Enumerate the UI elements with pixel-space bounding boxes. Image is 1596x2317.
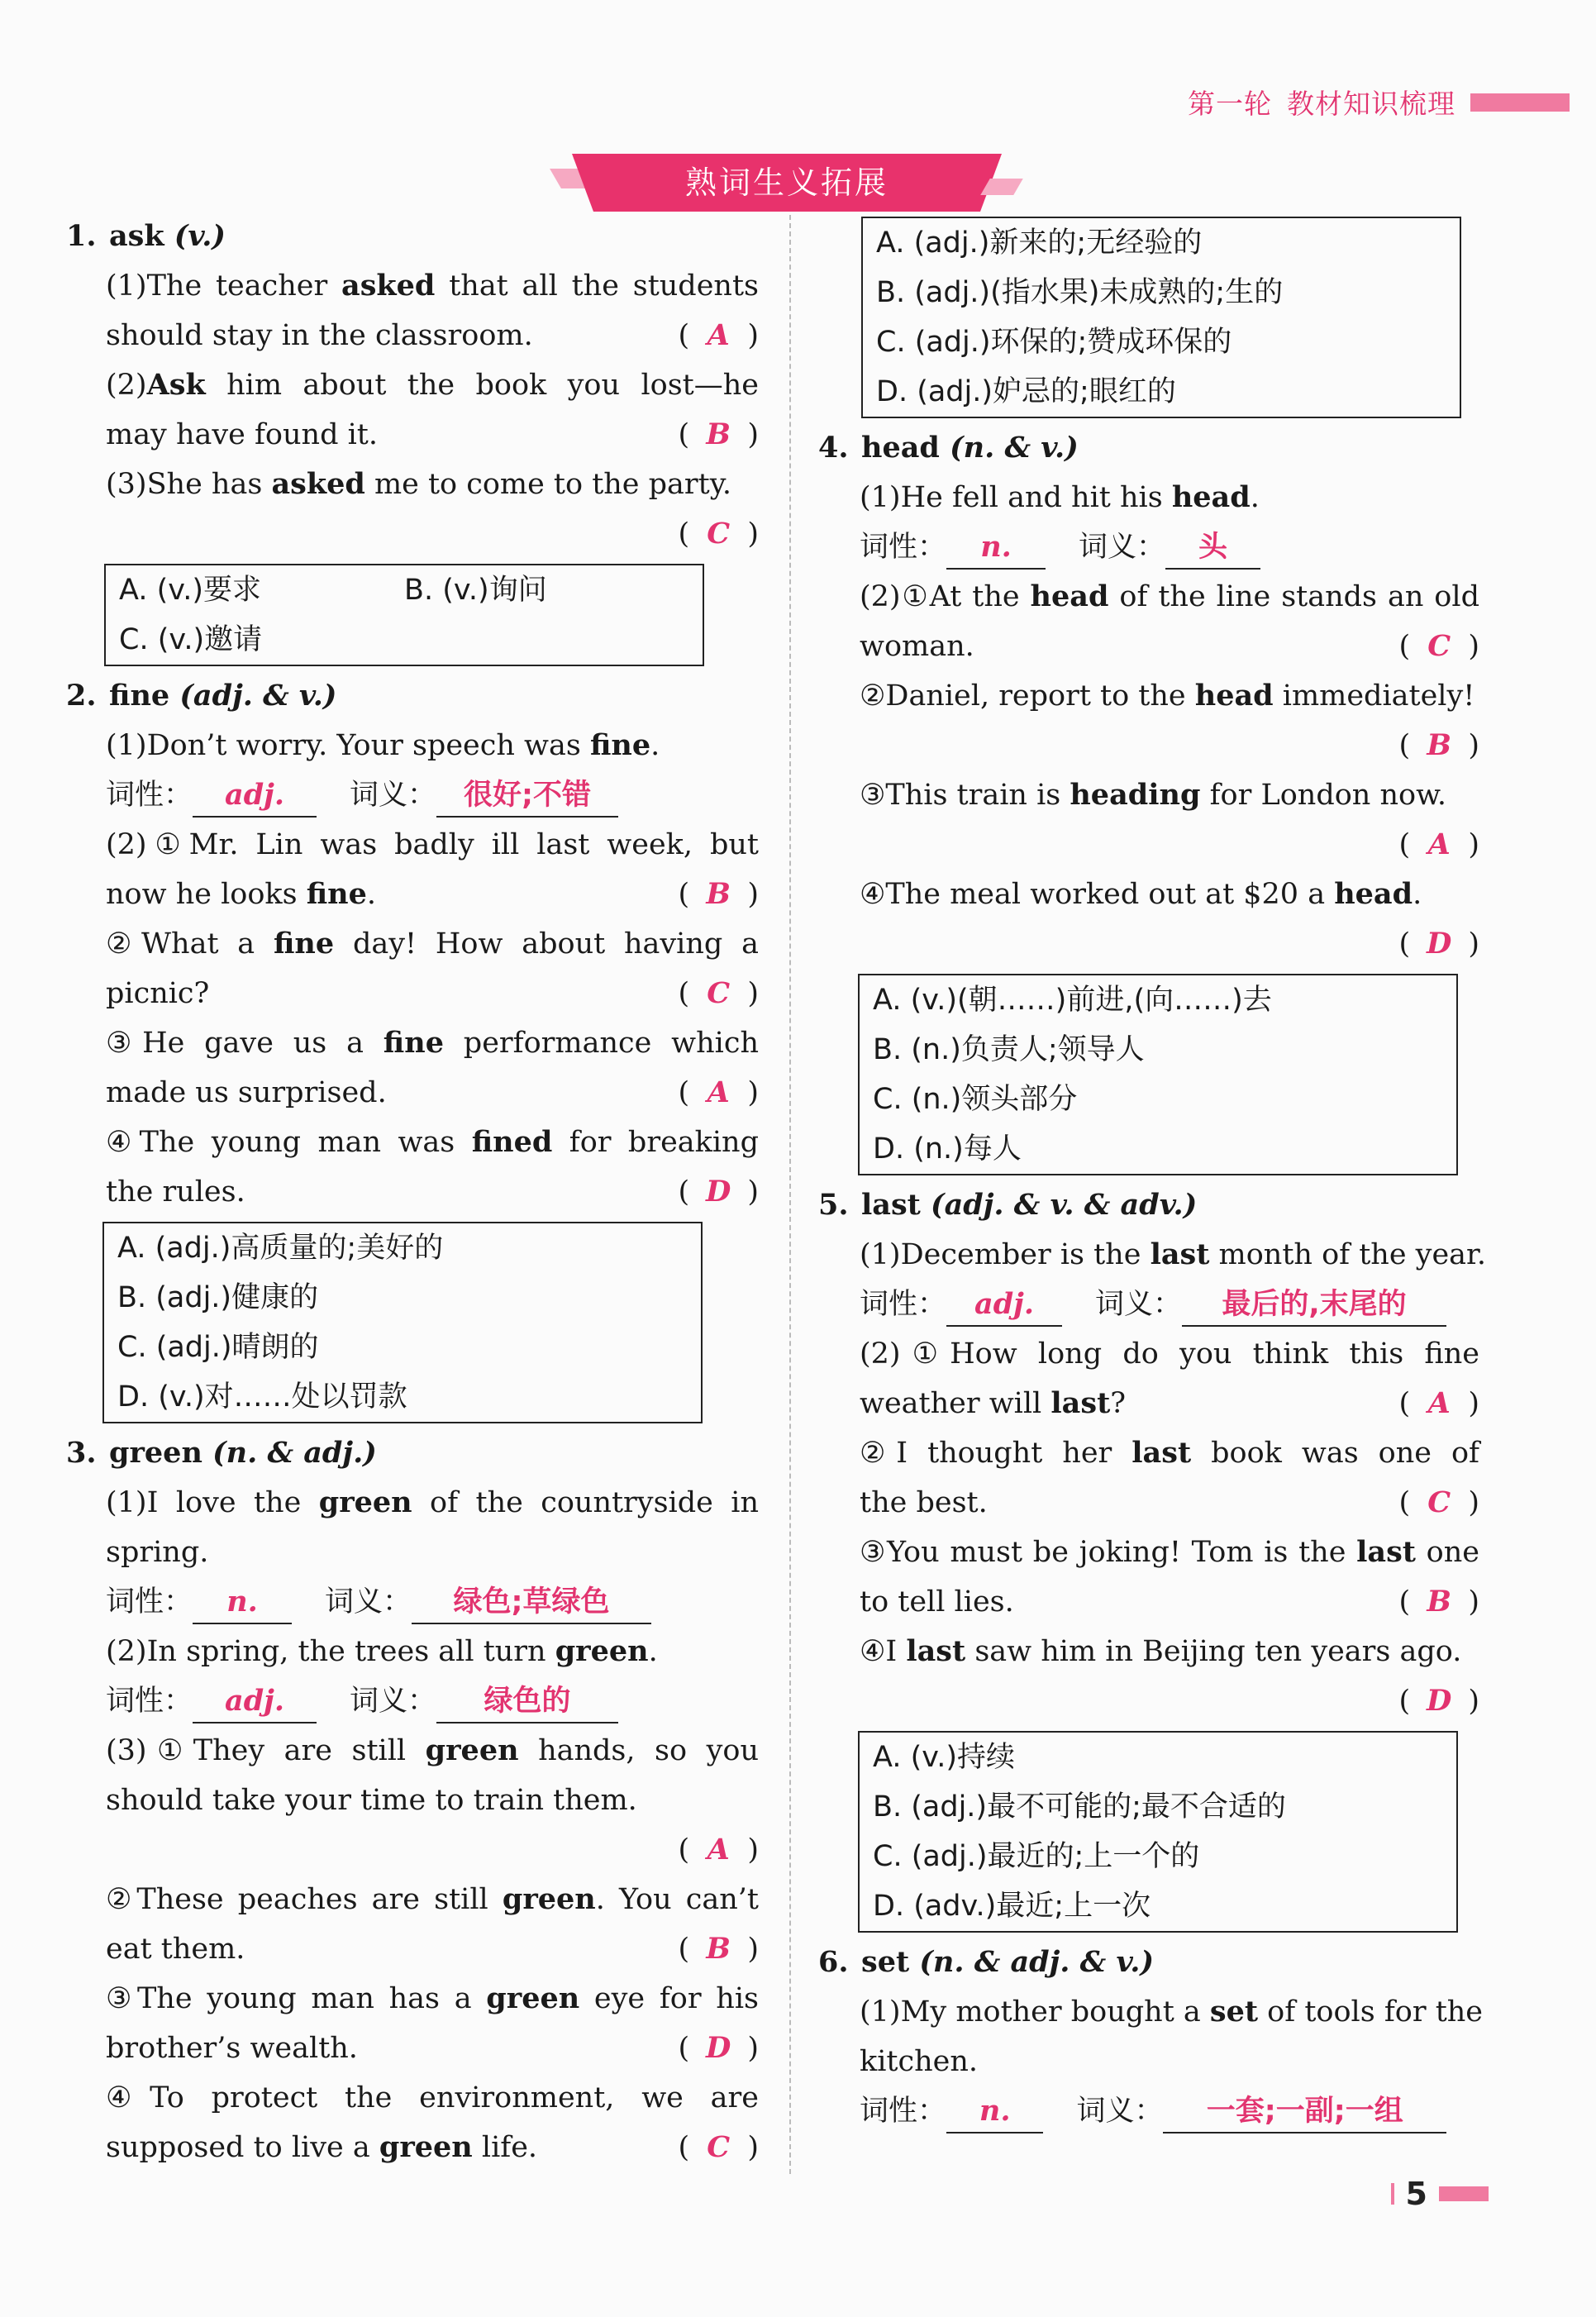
q3-sentence-5: ③The young man has a green eye for his — [106, 1981, 759, 2015]
q5-sentence-3: ②I thought her last book was one of — [860, 1436, 1479, 1470]
meaning-answer: 绿色;草绿色 — [412, 1581, 651, 1624]
answer: D — [1427, 927, 1452, 961]
q2-sentence-2: (2)①Mr. Lin was badly ill last week, but — [106, 828, 759, 861]
option-b: B. (v.)询问 — [404, 574, 547, 607]
q6-sentence-1-end: kitchen. — [860, 2045, 978, 2078]
option-d: D. (n.)每人 — [873, 1132, 1022, 1166]
option-a: A. (adj.)新来的;无经验的 — [876, 226, 1203, 260]
q2-sentence-5-end: the rules. ( D ) — [106, 1167, 759, 1217]
q5-sentence-5: ④I last saw him in Beijing ten years ago. — [860, 1634, 1462, 1668]
q4-sentence-4: ③This train is heading for London now. — [860, 778, 1447, 812]
question-6-title: 6. set (n. & adj. & v.) — [818, 1945, 1155, 1979]
q5-sentence-4-end: to tell lies. ( B ) — [818, 1577, 1479, 1627]
q3-fill-row-1: 词性： n. 词义： 绿色;草绿色 — [106, 1577, 759, 1627]
q6-fill-row: 词性： n. 词义： 一套;一副;一组 — [818, 2086, 1479, 2136]
q5-sentence-4: ③You must be joking! Tom is the last one — [860, 1535, 1479, 1569]
option-c: C. (adj.)晴朗的 — [117, 1331, 319, 1364]
q4-sentence-3-answer: ( B ) — [818, 721, 1479, 770]
option-a: A. (adj.)高质量的;美好的 — [117, 1232, 444, 1265]
q4-sentence-3: ②Daniel, report to the head immediately! — [860, 679, 1475, 713]
question-3-title: 3. green (n. & adj.) — [66, 1436, 377, 1470]
answer: B — [706, 417, 731, 451]
answer: D — [706, 2031, 731, 2065]
answer: C — [707, 976, 731, 1010]
q5-options-box — [858, 1731, 1458, 1933]
q2-sentence-2-end: now he looks fine. ( B ) — [106, 870, 759, 919]
answer: C — [707, 517, 731, 551]
answer: D — [706, 1175, 731, 1209]
q6-sentence-1: (1)My mother bought a set of tools for the — [860, 1995, 1484, 2029]
q3-sentence-3-end: should take your time to train them. — [106, 1784, 637, 1817]
option-c: C. (v.)邀请 — [119, 623, 263, 656]
q5-fill-row: 词性： adj. 词义： 最后的,末尾的 — [818, 1280, 1479, 1329]
q4-sentence-1: (1)He fell and hit his head. — [860, 480, 1260, 514]
question-5-title: 5. last (adj. & v. & adv.) — [818, 1188, 1198, 1222]
q1-sentence-1: (1)The teacher asked that all the students — [106, 269, 759, 303]
banner-title: 熟词生义拓展 — [684, 164, 889, 201]
pos-answer: adj. — [193, 775, 317, 818]
meaning-answer: 绿色的 — [436, 1681, 618, 1723]
q2-sentence-3-end: picnic? ( C ) — [106, 969, 759, 1018]
q1-sentence-3: (3)She has asked me to come to the party. — [106, 467, 731, 501]
answer: A — [707, 318, 730, 352]
q1-sentence-2-end: may have found it. ( B ) — [106, 410, 759, 460]
pos-answer: n. — [946, 2091, 1043, 2133]
meaning-answer: 头 — [1165, 527, 1260, 570]
question-2-title: 2. fine (adj. & v.) — [66, 679, 337, 713]
q4-options-box — [858, 974, 1458, 1175]
q5-sentence-1: (1)December is the last month of the year. — [860, 1237, 1487, 1271]
answer: B — [706, 877, 731, 911]
option-a: A. (v.)要求 — [119, 574, 262, 607]
q3-sentence-1-end: spring. — [106, 1536, 209, 1569]
q1-options-box — [104, 564, 704, 666]
q5-sentence-5-answer: ( D ) — [818, 1676, 1479, 1726]
q3-fill-row-2: 词性： adj. 词义： 绿色的 — [106, 1676, 759, 1726]
q3-sentence-6: ④To protect the environment, we are — [106, 2081, 759, 2114]
pos-answer: adj. — [946, 1284, 1062, 1327]
pos-answer: adj. — [193, 1681, 317, 1723]
q3-sentence-2: (2)In spring, the trees all turn green. — [106, 1634, 658, 1668]
answer: B — [1427, 1585, 1452, 1619]
page-header — [1188, 83, 1570, 122]
q1-sentence-1-end: should stay in the classroom. ( A ) — [106, 311, 759, 360]
q3-sentence-1: (1)I love the green of the countryside in — [106, 1485, 759, 1519]
q2-sentence-4-end: made us surprised. ( A ) — [106, 1068, 759, 1118]
q4-sentence-5-answer: ( D ) — [818, 919, 1479, 969]
q3-sentence-4-end: eat them. ( B ) — [106, 1924, 759, 1974]
q4-sentence-2-end: woman. ( C ) — [818, 622, 1479, 671]
q1-sentence-2: (2)Ask him about the book you lost—he — [106, 368, 759, 402]
option-c: C. (n.)领头部分 — [873, 1083, 1078, 1116]
q5-sentence-2: (2)①How long do you think this fine — [860, 1337, 1479, 1371]
answer: C — [1427, 1485, 1451, 1519]
option-b: B. (adj.)最不可能的;最不合适的 — [873, 1790, 1286, 1824]
answer: D — [1427, 1684, 1452, 1718]
q4-sentence-5: ④The meal worked out at $20 a head. — [860, 877, 1422, 911]
answer: A — [1427, 1386, 1451, 1420]
question-1-title: 1. ask (v.) — [66, 219, 226, 253]
q3-sentence-5-end: brother’s wealth. ( D ) — [106, 2024, 759, 2073]
pos-answer: n. — [946, 527, 1046, 570]
q3-sentence-3-answer: ( A ) — [106, 1825, 759, 1875]
q4-sentence-4-answer: ( A ) — [818, 820, 1479, 870]
option-a: A. (v.)持续 — [873, 1741, 1016, 1774]
answer: C — [707, 2130, 731, 2164]
option-b: B. (adj.)健康的 — [117, 1281, 319, 1314]
page-number: 5 — [1405, 2176, 1427, 2212]
answer: A — [1427, 827, 1451, 861]
meaning-answer: 一套;一副;一组 — [1163, 2091, 1446, 2133]
answer: B — [706, 1932, 731, 1966]
option-d: D. (adv.)最近;上一次 — [873, 1890, 1151, 1923]
answer: A — [707, 1833, 730, 1866]
q1-sentence-3-answer: ( C ) — [106, 509, 759, 559]
q2-options-box — [102, 1222, 703, 1423]
q3-options-box — [861, 217, 1461, 418]
q3-sentence-4: ②These peaches are still green. You can’t — [106, 1882, 759, 1916]
q2-sentence-5: ④The young man was fined for breaking — [106, 1125, 759, 1159]
q4-sentence-2: (2)①At the head of the line stands an old — [860, 579, 1479, 613]
pos-answer: n. — [193, 1581, 292, 1624]
q4-fill-row: 词性： n. 词义： 头 — [818, 522, 1479, 572]
answer: B — [1427, 728, 1452, 762]
option-a: A. (v.)(朝……)前进,(向……)去 — [873, 984, 1272, 1017]
title-banner — [572, 154, 1002, 212]
q5-sentence-3-end: the best. ( C ) — [818, 1478, 1479, 1528]
header-section: 第一轮 — [1188, 88, 1272, 120]
option-d: D. (v.)对……处以罚款 — [117, 1380, 407, 1414]
option-c: C. (adj.)环保的;赞成环保的 — [876, 326, 1232, 359]
q2-fill-row: 词性： adj. 词义： 很好;不错 — [106, 770, 759, 820]
meaning-answer: 很好;不错 — [436, 775, 618, 818]
option-b: B. (n.)负责人;领导人 — [873, 1033, 1145, 1066]
answer: C — [1427, 629, 1451, 663]
header-decor-bar — [1470, 93, 1570, 112]
page-footer — [1391, 2176, 1489, 2212]
q2-sentence-3: ②What a fine day! How about having a — [106, 927, 759, 961]
left-column — [66, 212, 759, 2172]
right-column — [818, 217, 1487, 2136]
option-c: C. (adj.)最近的;上一个的 — [873, 1840, 1200, 1873]
option-d: D. (adj.)妒忌的;眼红的 — [876, 375, 1176, 408]
answer: A — [707, 1075, 730, 1109]
q5-sentence-2-end: weather will last? ( A ) — [818, 1379, 1479, 1428]
question-4-title: 4. head (n. & v.) — [818, 431, 1079, 465]
q3-sentence-3: (3)①They are still green hands, so you — [106, 1733, 759, 1767]
column-divider — [789, 215, 791, 2174]
meaning-answer: 最后的,末尾的 — [1182, 1284, 1446, 1327]
q2-sentence-4: ③He gave us a fine performance which — [106, 1026, 759, 1060]
q2-sentence-1: (1)Don’t worry. Your speech was fine. — [106, 728, 660, 762]
q3-sentence-6-end: supposed to live a green life. ( C ) — [106, 2123, 759, 2172]
header-subtitle: 教材知识梳理 — [1287, 88, 1455, 120]
option-b: B. (adj.)(指水果)未成熟的;生的 — [876, 276, 1284, 309]
